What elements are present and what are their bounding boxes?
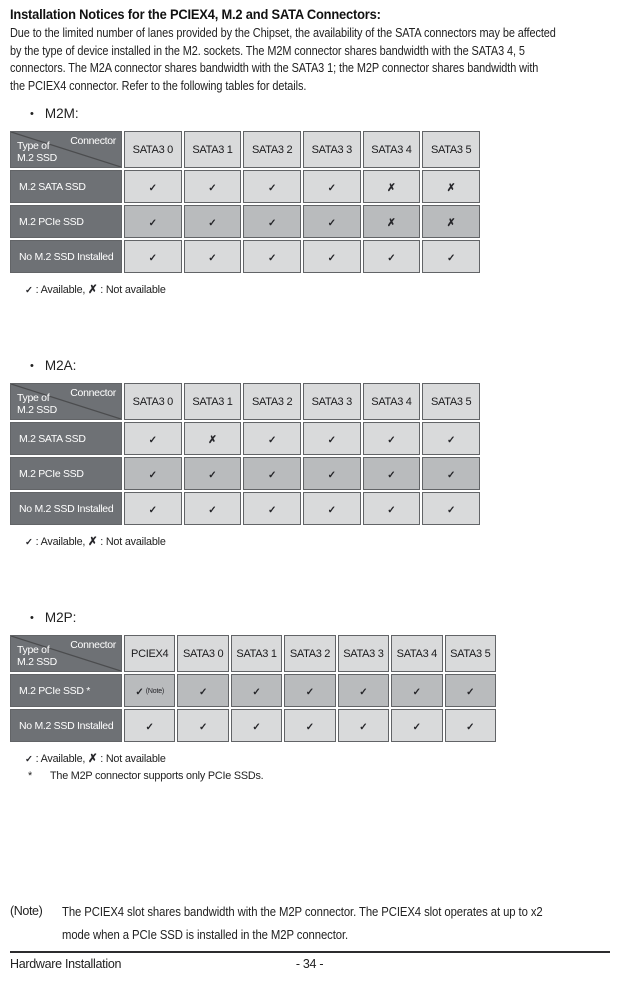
cell-value — [268, 213, 276, 230]
cell-value — [199, 717, 207, 734]
table-cell — [243, 457, 301, 490]
cell-value — [447, 500, 455, 517]
cell-value — [149, 500, 157, 517]
corner-cell — [10, 383, 122, 420]
check-icon: ✓ — [267, 182, 277, 194]
check-icon: ✓ — [267, 217, 277, 229]
check-icon: ✓ — [148, 434, 158, 446]
check-icon: ✓ — [267, 469, 277, 481]
cell-value — [208, 500, 216, 517]
cell-value — [135, 682, 164, 699]
table-cell — [363, 492, 421, 525]
note-label: (Note) — [10, 904, 43, 918]
table-cell — [184, 240, 242, 273]
table-cell — [303, 240, 361, 273]
legend-check-icon: ✓ — [25, 285, 33, 296]
table-row — [10, 422, 480, 455]
check-icon: ✓ — [208, 182, 217, 194]
cell-value — [466, 682, 474, 699]
footer-rule — [10, 951, 610, 953]
corner-cell — [10, 635, 122, 672]
note-line: The PCIEX4 slot shares bandwidth with the M2P connector. The PCIEX4 slot operates at up to x2 — [62, 904, 543, 919]
column-header: SATA3 2 — [243, 383, 301, 420]
table-cell — [184, 170, 242, 203]
column-header: SATA3 4 — [391, 635, 442, 672]
table-bullet-label: M2M: — [44, 106, 79, 121]
table-cell — [124, 674, 175, 707]
check-icon: ✓ — [327, 434, 336, 446]
check-icon: ✓ — [148, 252, 158, 264]
table-cell — [338, 674, 389, 707]
bullet-icon: • — [30, 108, 34, 120]
column-header: SATA3 0 — [124, 383, 182, 420]
cell-value — [268, 178, 276, 195]
note-text — [62, 900, 614, 946]
cell-value — [328, 213, 336, 230]
legend-available-text: : Available, — [32, 536, 88, 548]
check-icon: ✓ — [145, 721, 154, 733]
cross-icon: ✗ — [446, 181, 456, 194]
check-icon: ✓ — [327, 217, 336, 229]
cell-value — [387, 248, 395, 265]
table-cell — [391, 709, 442, 742]
page-number: - 34 - — [295, 957, 324, 971]
cell-value — [252, 682, 260, 699]
table-row — [10, 240, 480, 273]
legend-not-available-text: : Not available — [97, 753, 166, 765]
table-row — [10, 170, 480, 203]
table-cell — [303, 457, 361, 490]
column-header: SATA3 5 — [422, 131, 480, 168]
table-cell — [243, 422, 301, 455]
table-bullet-label: M2P: — [44, 610, 77, 625]
check-icon: ✓ — [198, 686, 208, 698]
cell-value — [208, 178, 216, 195]
table-row — [10, 205, 480, 238]
column-header: SATA3 3 — [338, 635, 389, 672]
footnote-marker: * — [28, 770, 33, 782]
check-icon: ✓ — [305, 721, 315, 733]
check-icon: ✓ — [267, 252, 277, 264]
cell-value — [328, 178, 336, 195]
table-cell — [243, 240, 301, 273]
table-cell — [422, 492, 480, 525]
cell-value — [447, 465, 455, 482]
table-section-M2M — [8, 106, 616, 296]
check-icon: ✓ — [327, 182, 336, 194]
table-legend — [25, 534, 616, 548]
table-legend — [25, 751, 616, 765]
cell-value — [413, 682, 421, 699]
corner-cell — [10, 131, 122, 168]
table-cell — [284, 674, 335, 707]
cell-value — [149, 465, 157, 482]
cell-value — [149, 430, 157, 447]
check-icon: ✓ — [387, 434, 396, 446]
check-icon: ✓ — [412, 686, 422, 698]
table-cell — [124, 205, 182, 238]
table-footnote — [25, 770, 616, 782]
table-cell — [363, 240, 421, 273]
check-icon: ✓ — [148, 182, 158, 194]
cell-value — [328, 430, 336, 447]
check-icon: ✓ — [359, 721, 368, 733]
check-icon: ✓ — [208, 469, 217, 481]
check-icon: ✓ — [135, 686, 144, 698]
check-icon: ✓ — [208, 504, 217, 516]
column-header: SATA3 2 — [243, 131, 301, 168]
row-label: No M.2 SSD Installed — [10, 492, 122, 525]
table-cell — [243, 170, 301, 203]
compat-table-M2M — [8, 129, 482, 275]
table-cell — [124, 422, 182, 455]
intro-line: by the type of device installed in the M2. sockets. The M2M connector shares bandwidth with the SATA3 4, 5 — [10, 42, 525, 58]
check-icon: ✓ — [148, 217, 158, 229]
table-cell — [445, 674, 496, 707]
legend-not-available-text: : Not available — [97, 284, 166, 296]
cross-icon: ✗ — [446, 216, 456, 229]
check-icon: ✓ — [267, 434, 277, 446]
table-cell — [124, 170, 182, 203]
table-cell — [391, 674, 442, 707]
corner-label-connector: Connector — [70, 639, 116, 651]
check-icon: ✓ — [387, 252, 396, 264]
row-label: No M.2 SSD Installed — [10, 709, 122, 742]
table-cell — [363, 457, 421, 490]
check-icon: ✓ — [208, 252, 217, 264]
cross-icon: ✗ — [387, 181, 396, 194]
row-label: M.2 PCIe SSD * — [10, 674, 122, 707]
column-header: SATA3 4 — [363, 131, 421, 168]
table-cell — [422, 422, 480, 455]
check-icon: ✓ — [252, 686, 261, 698]
corner-label-type: Type of M.2 SSD — [17, 644, 57, 668]
table-bullet-label: M2A: — [44, 358, 77, 373]
cell-value — [208, 248, 216, 265]
note-superscript: (Note) — [145, 687, 165, 695]
table-cell — [184, 492, 242, 525]
cell-value — [268, 465, 276, 482]
table-cell — [303, 492, 361, 525]
column-header: SATA3 4 — [363, 383, 421, 420]
check-icon: ✓ — [412, 721, 422, 733]
column-header: SATA3 0 — [177, 635, 228, 672]
column-header: SATA3 2 — [284, 635, 335, 672]
table-bullet-line — [30, 358, 616, 376]
table-cell — [243, 492, 301, 525]
bullet-icon: • — [30, 360, 34, 372]
table-cell — [124, 492, 182, 525]
cell-value — [149, 178, 157, 195]
table-row — [10, 492, 480, 525]
check-icon: ✓ — [446, 469, 456, 481]
check-icon: ✓ — [446, 252, 456, 264]
cell-value — [149, 248, 157, 265]
legend-available-text: : Available, — [32, 284, 88, 296]
table-cell — [422, 170, 480, 203]
table-cell — [177, 674, 228, 707]
cross-icon: ✗ — [387, 216, 396, 229]
cell-value — [466, 717, 474, 734]
intro-paragraph — [10, 24, 619, 94]
cell-value — [387, 500, 395, 517]
cell-value — [268, 248, 276, 265]
table-cell — [184, 457, 242, 490]
table-row — [10, 674, 496, 707]
table-cell — [231, 674, 282, 707]
table-bullet-line — [30, 106, 616, 124]
check-icon: ✓ — [387, 469, 396, 481]
check-icon: ✓ — [252, 721, 261, 733]
page-title: Installation Notices for the PCIEX4, M.2 and SATA Connectors: — [10, 6, 381, 22]
table-cell — [303, 170, 361, 203]
footnote-text: The M2P connector supports only PCIe SSDs. — [50, 770, 264, 782]
table-row — [10, 709, 496, 742]
table-cell — [363, 205, 421, 238]
row-label: No M.2 SSD Installed — [10, 240, 122, 273]
table-legend — [25, 282, 616, 296]
check-icon: ✓ — [148, 469, 158, 481]
table-cell — [422, 240, 480, 273]
check-icon: ✓ — [446, 504, 456, 516]
table-row — [10, 457, 480, 490]
column-header: SATA3 5 — [422, 383, 480, 420]
table-cell — [422, 205, 480, 238]
table-cell — [124, 240, 182, 273]
table-cell — [243, 205, 301, 238]
column-header: SATA3 5 — [445, 635, 496, 672]
table-cell — [184, 422, 242, 455]
intro-line: connectors. The M2A connector shares bandwidth with the SATA3 1; the M2P connector shares bandwidth with — [10, 60, 539, 75]
cell-value — [146, 717, 154, 734]
row-label: M.2 SATA SSD — [10, 170, 122, 203]
cell-value — [306, 717, 314, 734]
corner-label-type: Type of M.2 SSD — [17, 140, 57, 164]
table-section-M2P — [8, 610, 616, 782]
compat-table-M2A — [8, 381, 482, 527]
check-icon: ✓ — [359, 686, 368, 698]
cell-value — [447, 248, 455, 265]
footer-section-title: Hardware Installation — [10, 957, 122, 971]
cross-icon: ✗ — [208, 433, 217, 446]
cell-value — [208, 465, 216, 482]
corner-label-connector: Connector — [70, 387, 116, 399]
cell-value — [268, 430, 276, 447]
check-icon: ✓ — [466, 721, 475, 733]
cell-value — [252, 717, 260, 734]
check-icon: ✓ — [327, 504, 336, 516]
row-label: M.2 SATA SSD — [10, 422, 122, 455]
table-cell — [303, 422, 361, 455]
table-cell — [363, 422, 421, 455]
cell-value — [447, 430, 455, 447]
table-cell — [124, 457, 182, 490]
note-line: mode when a PCIe SSD is installed in the M2P connector. — [62, 927, 349, 942]
check-icon: ✓ — [198, 721, 208, 733]
table-cell — [177, 709, 228, 742]
table-cell — [363, 170, 421, 203]
cell-value — [413, 717, 421, 734]
column-header: SATA3 3 — [303, 383, 361, 420]
row-label: M.2 PCIe SSD — [10, 457, 122, 490]
table-cell — [422, 457, 480, 490]
cell-value — [268, 500, 276, 517]
column-header: SATA3 0 — [124, 131, 182, 168]
note-block — [10, 900, 614, 946]
table-cell — [338, 709, 389, 742]
cell-value — [387, 430, 395, 447]
cell-value — [328, 500, 336, 517]
row-label: M.2 PCIe SSD — [10, 205, 122, 238]
cell-value — [359, 682, 367, 699]
bullet-icon: • — [30, 612, 34, 624]
column-header: SATA3 1 — [231, 635, 282, 672]
legend-check-icon: ✓ — [25, 754, 33, 765]
legend-not-available-text: : Not available — [97, 536, 166, 548]
corner-label-type: Type of M.2 SSD — [17, 392, 57, 416]
cell-value — [306, 682, 314, 699]
check-icon: ✓ — [327, 469, 336, 481]
check-icon: ✓ — [387, 504, 396, 516]
legend-cross-icon: ✗ — [88, 536, 98, 548]
intro-line: the PCIEX4 connector. Refer to the following tables for details. — [10, 77, 307, 93]
table-cell — [231, 709, 282, 742]
cell-value — [359, 717, 367, 734]
compat-table-M2P — [8, 633, 498, 744]
cell-value — [149, 213, 157, 230]
check-icon: ✓ — [466, 686, 475, 698]
table-cell — [445, 709, 496, 742]
check-icon: ✓ — [327, 252, 336, 264]
column-header: PCIEX4 — [124, 635, 175, 672]
cell-value — [328, 248, 336, 265]
table-cell — [303, 205, 361, 238]
check-icon: ✓ — [305, 686, 315, 698]
table-cell — [124, 709, 175, 742]
check-icon: ✓ — [148, 504, 158, 516]
table-bullet-line — [30, 610, 616, 628]
cell-value — [208, 213, 216, 230]
table-section-M2A — [8, 358, 616, 548]
table-cell — [184, 205, 242, 238]
corner-label-connector: Connector — [70, 135, 116, 147]
legend-cross-icon: ✗ — [88, 284, 98, 296]
check-icon: ✓ — [446, 434, 456, 446]
intro-line: Due to the limited number of lanes provided by the Chipset, the availability of the SATA connectors may be affected — [10, 25, 556, 40]
cell-value — [199, 682, 207, 699]
cell-value — [387, 465, 395, 482]
cell-value — [328, 465, 336, 482]
legend-available-text: : Available, — [32, 753, 88, 765]
check-icon: ✓ — [267, 504, 277, 516]
column-header: SATA3 1 — [184, 383, 242, 420]
column-header: SATA3 3 — [303, 131, 361, 168]
column-header: SATA3 1 — [184, 131, 242, 168]
check-icon: ✓ — [208, 217, 217, 229]
table-cell — [284, 709, 335, 742]
legend-cross-icon: ✗ — [88, 753, 98, 765]
legend-check-icon: ✓ — [25, 537, 33, 548]
